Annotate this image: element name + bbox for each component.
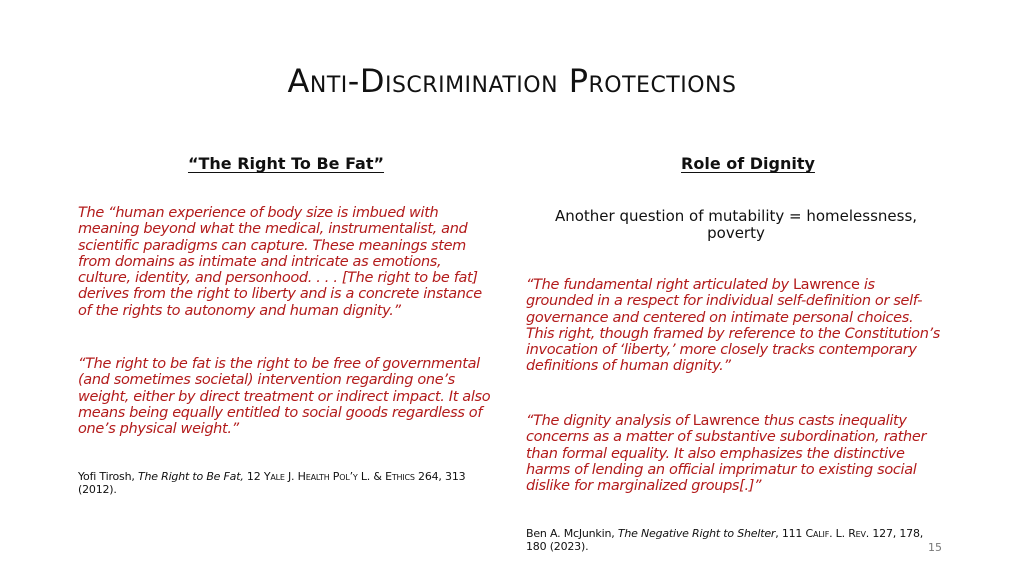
quote-text: is grounded in a respect for individual self-definition or self-governance and centered on intimate personal choices. This right, though framed by reference to the Constitution’s invocation of ‘liberty,’ more closely tracks contemporary definitions of human dignity.” — [526, 277, 940, 375]
citation-work: The Right to Be Fat, — [137, 470, 244, 483]
citation-author: Ben A. McJunkin, — [526, 527, 618, 540]
tirosh-quote-1: The “human experience of body size is imbued with meaning beyond what the medical, instrumentalist, and scientific paradigms can capture. These meanings stem from domains as intimate and intricate as emotions, culture, identity, and personhood. . . . [The right to be fat] derives from the right to liberty and is a concrete instance of the rights to autonomy and human dignity.” — [78, 205, 482, 319]
slide-title: Anti-Discrimination Protections — [287, 62, 737, 100]
page-number: 15 — [928, 541, 942, 554]
right-column-heading: Role of Dignity — [681, 154, 815, 173]
citation-author: Yofi Tirosh, — [78, 470, 138, 483]
tirosh-citation — [78, 471, 478, 496]
mutability-note: Another question of mutability = homelessness, poverty — [554, 207, 918, 242]
mcjunkin-citation — [526, 528, 936, 553]
mcjunkin-quote-1 — [526, 277, 944, 375]
mcjunkin-quote-2 — [526, 413, 944, 494]
case-name: Lawrence — [692, 413, 760, 429]
case-name: Lawrence — [792, 277, 860, 293]
tirosh-quote-2: “The right to be fat is the right to be free of governmental (and sometimes societal) intervention regarding one’s weight, either by direct treatment or indirect impact. It also means being equally entitled to social goods regardless of one’s physical weight.” — [78, 356, 491, 438]
citation-journal: , 111 Calif. L. Rev. 127, 178, 180 (2023). — [526, 527, 924, 553]
quote-text: “The fundamental right articulated by — [526, 277, 793, 293]
citation-journal: 12 Yale J. Health Pol’y L. & Ethics 264, 313 (2012). — [78, 470, 466, 496]
citation-work: The Negative Right to Shelter — [617, 527, 776, 540]
quote-text: “The dignity analysis of — [526, 413, 693, 429]
quote-text: thus casts inequality concerns as a matter of substantive subordination, rather than formal equality. It also emphasizes the distinctive harms of lending an official imprimatur to existing social dislike for marginalized groups[.]” — [526, 413, 927, 495]
left-column-heading: “The Right To Be Fat” — [187, 154, 385, 173]
